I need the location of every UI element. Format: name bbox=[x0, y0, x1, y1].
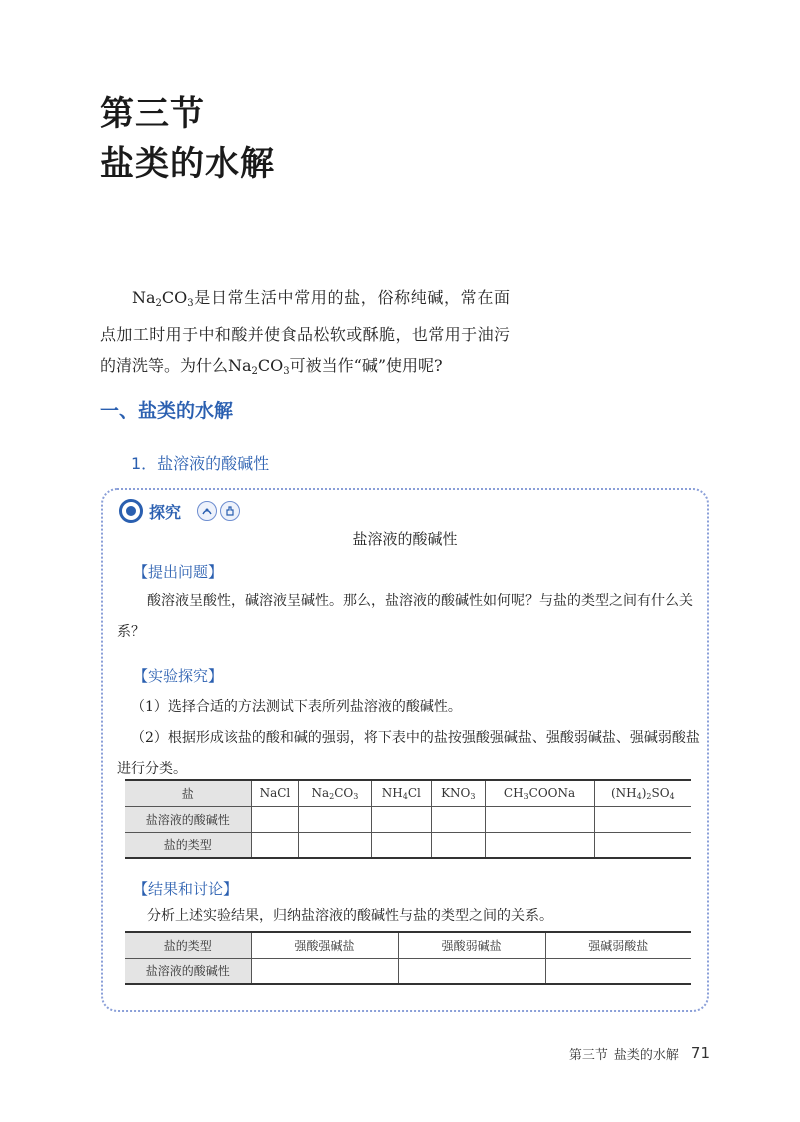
experiment-heading: 【实验探究】 bbox=[133, 667, 224, 685]
explore-box bbox=[101, 488, 709, 1012]
table-cell bbox=[432, 806, 485, 832]
explore-title: 盐溶液的酸碱性 bbox=[352, 530, 458, 548]
experiment-icon bbox=[197, 501, 217, 521]
salt-nacl: NaCl bbox=[251, 780, 299, 806]
table-cell bbox=[432, 832, 485, 858]
row-label: 盐溶液的酸碱性 bbox=[125, 806, 251, 832]
table-cell bbox=[371, 806, 432, 832]
table-row bbox=[125, 806, 691, 832]
type-strong-base-weak-acid: 强碱弱酸盐 bbox=[545, 932, 691, 958]
sub-heading: 1．盐溶液的酸碱性 bbox=[131, 454, 270, 473]
page-footer bbox=[560, 1044, 710, 1063]
chapter-title: 盐类的水解 bbox=[100, 144, 275, 184]
table-cell bbox=[485, 832, 594, 858]
salt-nh4-2so4: $(NH_4)_2SO_4$ bbox=[594, 780, 691, 806]
table-cell bbox=[251, 958, 398, 984]
table-cell bbox=[371, 832, 432, 858]
section-heading: 一、盐类的水解 bbox=[100, 400, 234, 422]
salt-ch3coona: $CH_3COONa$ bbox=[485, 780, 594, 806]
table-cell bbox=[251, 832, 299, 858]
result-text: 分析上述实验结果，归纳盐溶液的酸碱性与盐的类型之间的关系。 bbox=[147, 908, 553, 924]
ask-text: 酸溶液呈酸性，碱溶液呈碱性。那么，盐溶液的酸碱性如何呢？与盐的类型之间有什么关系？ bbox=[117, 593, 693, 640]
table-header-row bbox=[125, 932, 691, 958]
footer-section: 第三节 bbox=[568, 1048, 608, 1063]
table-cell bbox=[545, 958, 691, 984]
row-label: 盐溶液的酸碱性 bbox=[125, 958, 251, 984]
salt-test-table bbox=[125, 779, 691, 859]
table-cell bbox=[594, 806, 691, 832]
table-header-row bbox=[125, 780, 691, 806]
salt-type-table bbox=[125, 931, 691, 985]
salt-na2co3: $Na_2CO_3$ bbox=[299, 780, 371, 806]
salt-kno3: $KNO_3$ bbox=[432, 780, 485, 806]
table-cell bbox=[594, 832, 691, 858]
type-strong-acid-strong-base: 强酸强碱盐 bbox=[251, 932, 398, 958]
experiment-text: （1）选择合适的方法测试下表所列盐溶液的酸碱性。 （2）根据形成该盐的酸和碱的强弱，将下表中的盐按强酸强碱盐、强酸弱碱盐、强碱弱酸盐进行分类。 bbox=[117, 699, 700, 777]
intro-paragraph: $Na_2CO_3$是日常生活中常用的盐，俗称纯碱，常在面点加工时用于中和酸并使食品松软或酥脆，也常用于油污的清洗等。为什么$Na_2CO_3$可被当作“碱”使用呢? bbox=[100, 288, 510, 377]
footer-title: 盐类的水解 bbox=[613, 1048, 679, 1063]
row-label: 盐的类型 bbox=[125, 832, 251, 858]
explore-icon-group bbox=[197, 501, 240, 521]
ask-heading: 【提出问题】 bbox=[133, 563, 224, 581]
result-heading: 【结果和讨论】 bbox=[133, 880, 239, 898]
table-row bbox=[125, 958, 691, 984]
salt-nh4cl: $NH_4Cl$ bbox=[371, 780, 432, 806]
target-icon bbox=[119, 499, 143, 523]
table-header-cell: 盐 bbox=[125, 780, 251, 806]
table-cell bbox=[299, 806, 371, 832]
table-cell bbox=[398, 958, 545, 984]
table-cell bbox=[485, 806, 594, 832]
type-strong-acid-weak-base: 强酸弱碱盐 bbox=[398, 932, 545, 958]
table-row bbox=[125, 832, 691, 858]
explore-label: 探究 bbox=[149, 502, 182, 522]
explore-header bbox=[119, 499, 240, 523]
page-number: 71 bbox=[690, 1044, 710, 1062]
table-header-cell: 盐的类型 bbox=[125, 932, 251, 958]
chapter-number: 第三节 bbox=[100, 94, 205, 134]
hand-icon bbox=[220, 501, 240, 521]
table-cell bbox=[299, 832, 371, 858]
table-cell bbox=[251, 806, 299, 832]
